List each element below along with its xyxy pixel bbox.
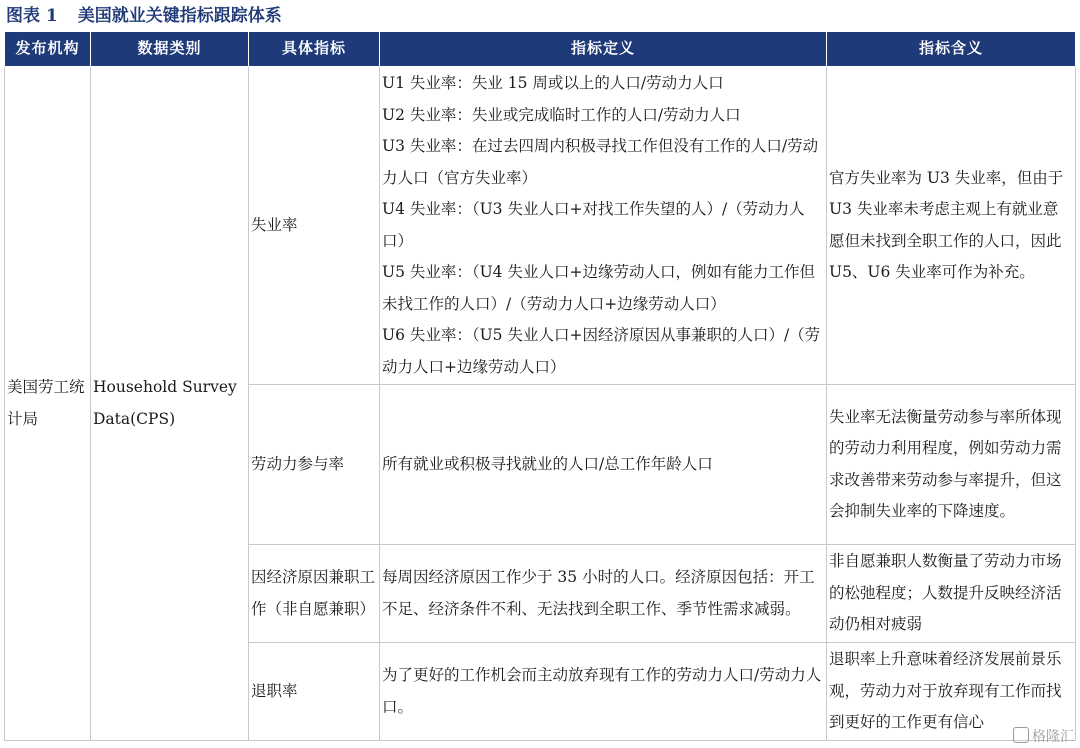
definition-line-u2: U2 失业率：失业或完成临时工作的人口/劳动力人口 bbox=[382, 105, 741, 124]
definition-cell bbox=[380, 67, 827, 385]
meaning-cell: 非自愿兼职人数衡量了劳动力市场的松弛程度；人数提升反映经济活动仍相对疲弱 bbox=[827, 545, 1076, 643]
watermark bbox=[1013, 726, 1074, 746]
meaning-cell: 退职率上升意味着经济发展前景乐观，劳动力对于放弃现有工作而找到更好的工作更有信心 bbox=[827, 643, 1076, 741]
indicator-cell: 劳动力参与率 bbox=[249, 385, 380, 545]
header-publisher: 发布机构 bbox=[5, 32, 91, 67]
indicator-table bbox=[4, 31, 1076, 741]
indicator-cell: 退职率 bbox=[249, 643, 380, 741]
data-category-cell: Household Survey Data(CPS) bbox=[91, 67, 249, 741]
indicator-cell: 失业率 bbox=[249, 67, 380, 385]
definition-cell: 每周因经济原因工作少于 35 小时的人口。经济原因包括：开工不足、经济条件不利、无法找到全职工作、季节性需求减弱。 bbox=[380, 545, 827, 643]
indicator-cell: 因经济原因兼职工作（非自愿兼职） bbox=[249, 545, 380, 643]
table-header-row bbox=[5, 32, 1076, 67]
header-indicator: 具体指标 bbox=[249, 32, 380, 67]
definition-line-u3: U3 失业率：在过去四周内积极寻找工作但没有工作的人口/劳动力人口（官方失业率） bbox=[382, 137, 819, 187]
header-definition: 指标定义 bbox=[380, 32, 827, 67]
definition-line-u4: U4 失业率：（U3 失业人口+对找工作失望的人）/（劳动力人口） bbox=[382, 200, 805, 250]
figure-label: 图表 1 bbox=[6, 6, 58, 26]
watermark-logo-icon bbox=[1013, 727, 1029, 743]
header-meaning: 指标含义 bbox=[827, 32, 1076, 67]
definition-line-u1: U1 失业率：失业 15 周或以上的人口/劳动力人口 bbox=[382, 74, 724, 92]
meaning-cell: 官方失业率为 U3 失业率，但由于 U3 失业率未考虑主观上有就业意愿但未找到全职工作的人口，因此 U5、U6 失业率可作为补充。 bbox=[827, 67, 1076, 385]
figure-title bbox=[6, 3, 282, 29]
watermark-text: 格隆汇 bbox=[1032, 729, 1074, 745]
figure-title-text: 美国就业关键指标跟踪体系 bbox=[77, 6, 282, 26]
meaning-cell: 失业率无法衡量劳动参与率所体现的劳动力利用程度，例如劳动力需求改善带来劳动参与率提升，但这会抑制失业率的下降速度。 bbox=[827, 385, 1076, 545]
publisher-cell: 美国劳工统计局 bbox=[5, 67, 91, 741]
definition-line-u6: U6 失业率：（U5 失业人口+因经济原因从事兼职的人口）/（劳动力人口+边缘劳动人口） bbox=[382, 326, 821, 376]
definition-cell: 所有就业或积极寻找就业的人口/总工作年龄人口 bbox=[380, 385, 827, 545]
definition-cell: 为了更好的工作机会而主动放弃现有工作的劳动力人口/劳动力人口。 bbox=[380, 643, 827, 741]
table-row bbox=[5, 67, 1076, 385]
definition-line-u5: U5 失业率：（U4 失业人口+边缘劳动人口，例如有能力工作但未找工作的人口）/（劳动力人口+边缘劳动人口） bbox=[382, 263, 815, 313]
header-data-category: 数据类别 bbox=[91, 32, 249, 67]
